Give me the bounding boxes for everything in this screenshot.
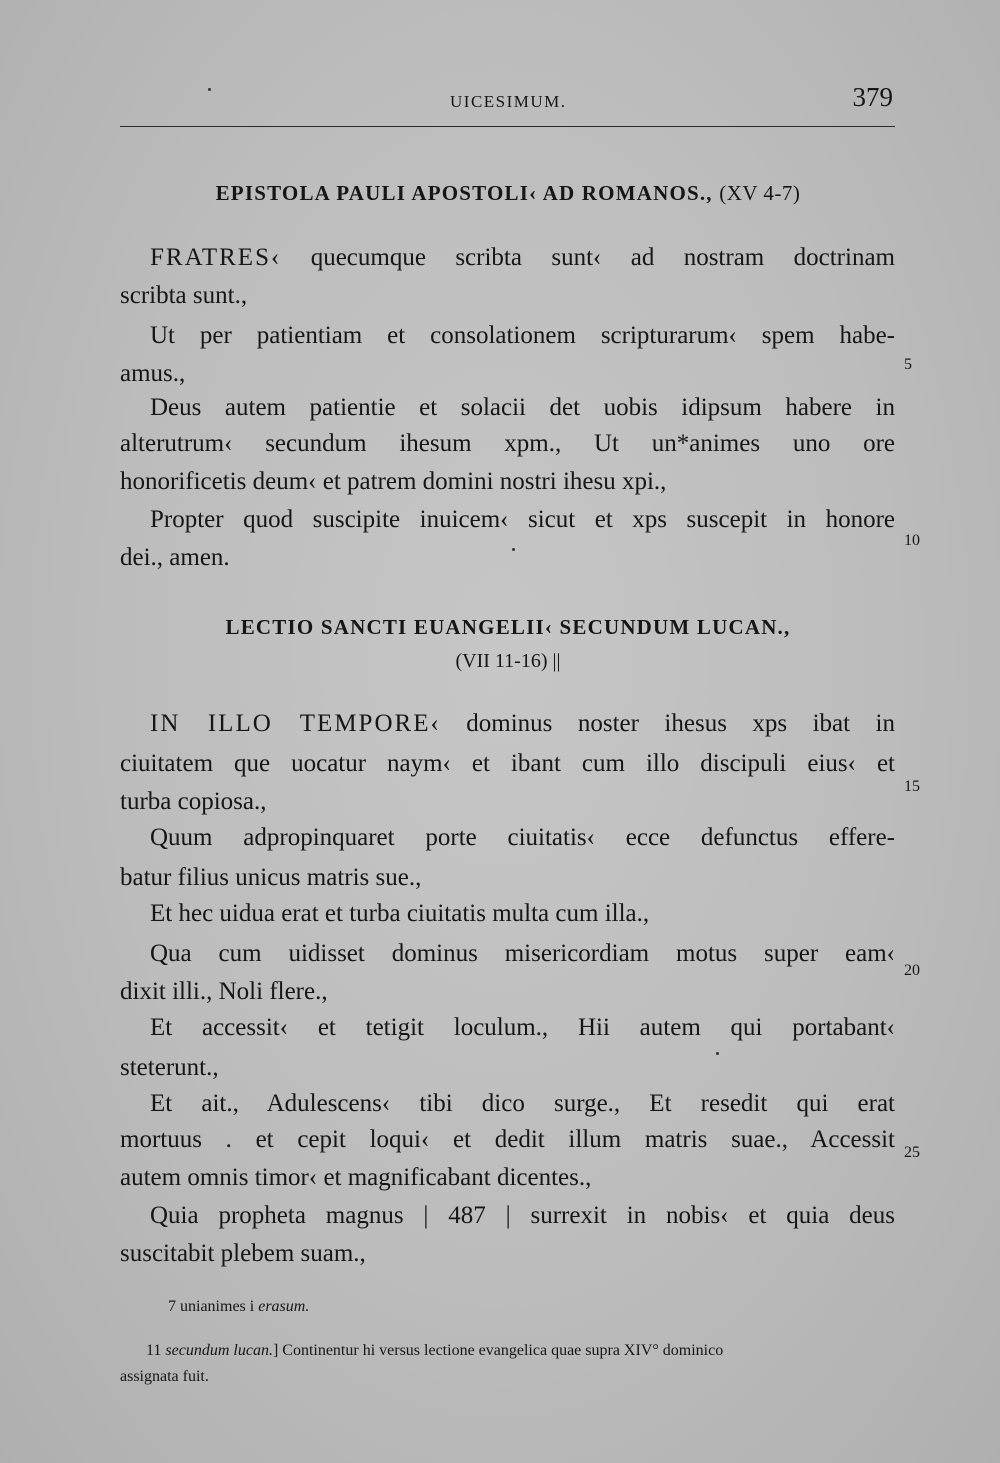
epistle-reference: (XV 4-7) <box>719 181 801 205</box>
epistle-opening-word: FRATRES‹ <box>150 244 282 271</box>
epistle-line: amus., <box>120 360 186 387</box>
footnote-2-text: ] Continentur hi versus lectione evangelica quae supra XIV° dominico <box>272 1342 724 1359</box>
gospel-line <box>120 706 895 742</box>
gospel-line: Et hec uidua erat et turba ciuitatis multa cum illa., <box>150 900 650 927</box>
epistle-line-text: quecumque scribta sunt‹ ad nostram doctrinam <box>281 244 895 271</box>
epistle-line: dei., amen. <box>120 544 230 571</box>
gospel-line: Et accessit‹ et tetigit loculum., Hii autem qui portabant‹ <box>150 1014 895 1041</box>
gospel-line: mortuus . et cepit loqui‹ et dedit illum matris suae., Accessit <box>120 1126 895 1153</box>
page-number: 379 <box>852 82 893 112</box>
gospel-line: ciuitatem que uocatur naym‹ et ibant cum illo discipuli eius‹ et <box>120 750 895 777</box>
footnote-2-italic: secundum lucan. <box>165 1342 273 1359</box>
margin-line-number: 15 <box>904 778 920 795</box>
gospel-line: suscitabit plebem suam., <box>120 1240 366 1267</box>
running-title: UICESIMUM. <box>450 92 567 111</box>
gospel-line: batur filius unicus matris sue., <box>120 864 422 891</box>
epistle-line: scribta sunt., <box>120 282 248 309</box>
gospel-line: Quia propheta magnus | 487 | surrexit in nobis‹ et quia deus <box>150 1202 895 1229</box>
epistle-line <box>120 240 895 276</box>
epistle-line: Ut per patientiam et consolationem scripturarum‹ spem habe- <box>150 322 895 349</box>
footnote-1 <box>168 1296 948 1318</box>
footnote-2 <box>146 1340 926 1362</box>
print-speck <box>208 88 211 91</box>
margin-line-number: 25 <box>904 1144 920 1161</box>
epistle-line: alterutrum‹ secundum ihesum xpm., Ut un*animes uno ore <box>120 430 895 457</box>
gospel-line: dixit illi., Noli flere., <box>120 978 328 1005</box>
margin-line-number: 5 <box>904 356 912 373</box>
gospel-reference: (VII 11-16) || <box>455 650 561 672</box>
epistle-heading <box>118 178 898 208</box>
gospel-line: turba copiosa., <box>120 788 267 815</box>
gospel-line: Et ait., Adulescens‹ tibi dico surge., Et resedit qui erat <box>150 1090 895 1117</box>
gospel-line: Quum adpropinquaret porte ciuitatis‹ ecce defunctus effere- <box>150 824 895 851</box>
running-head <box>120 82 895 127</box>
gospel-heading: LECTIO SANCTI EUANGELII‹ SECUNDUM LUCAN., <box>225 615 791 639</box>
print-speck <box>716 1052 719 1055</box>
epistle-line: Propter quod suscipite inuicem‹ sicut et xps suscepit in honore <box>150 506 895 533</box>
gospel-line: autem omnis timor‹ et magnificabant dicentes., <box>120 1164 592 1191</box>
epistle-line: honorificetis deum‹ et patrem domini nostri ihesu xpi., <box>120 468 667 495</box>
gospel-line: steterunt., <box>120 1054 219 1081</box>
footnote-1-italic: erasum. <box>258 1298 310 1315</box>
gospel-opening-words: IN ILLO TEMPORE‹ <box>150 710 441 737</box>
margin-line-number: 10 <box>904 532 920 549</box>
gospel-line-text: dominus noster ihesus xps ibat in <box>440 710 895 737</box>
footnote-1-number: 7 <box>168 1298 176 1315</box>
footnote-1-text: unianimes i <box>180 1298 255 1315</box>
gospel-line: Qua cum uidisset dominus misericordiam motus super eam‹ <box>150 940 895 967</box>
epistle-line: Deus autem patientie et solacii det uobis idipsum habere in <box>150 394 895 421</box>
epistle-heading-text: EPISTOLA PAULI APOSTOLI‹ AD ROMANOS., <box>215 181 713 205</box>
print-speck <box>512 548 515 551</box>
margin-line-number: 20 <box>904 962 920 979</box>
footnote-2-continued: assignata fuit. <box>120 1368 209 1385</box>
footnote-2-number: 11 <box>146 1342 162 1359</box>
